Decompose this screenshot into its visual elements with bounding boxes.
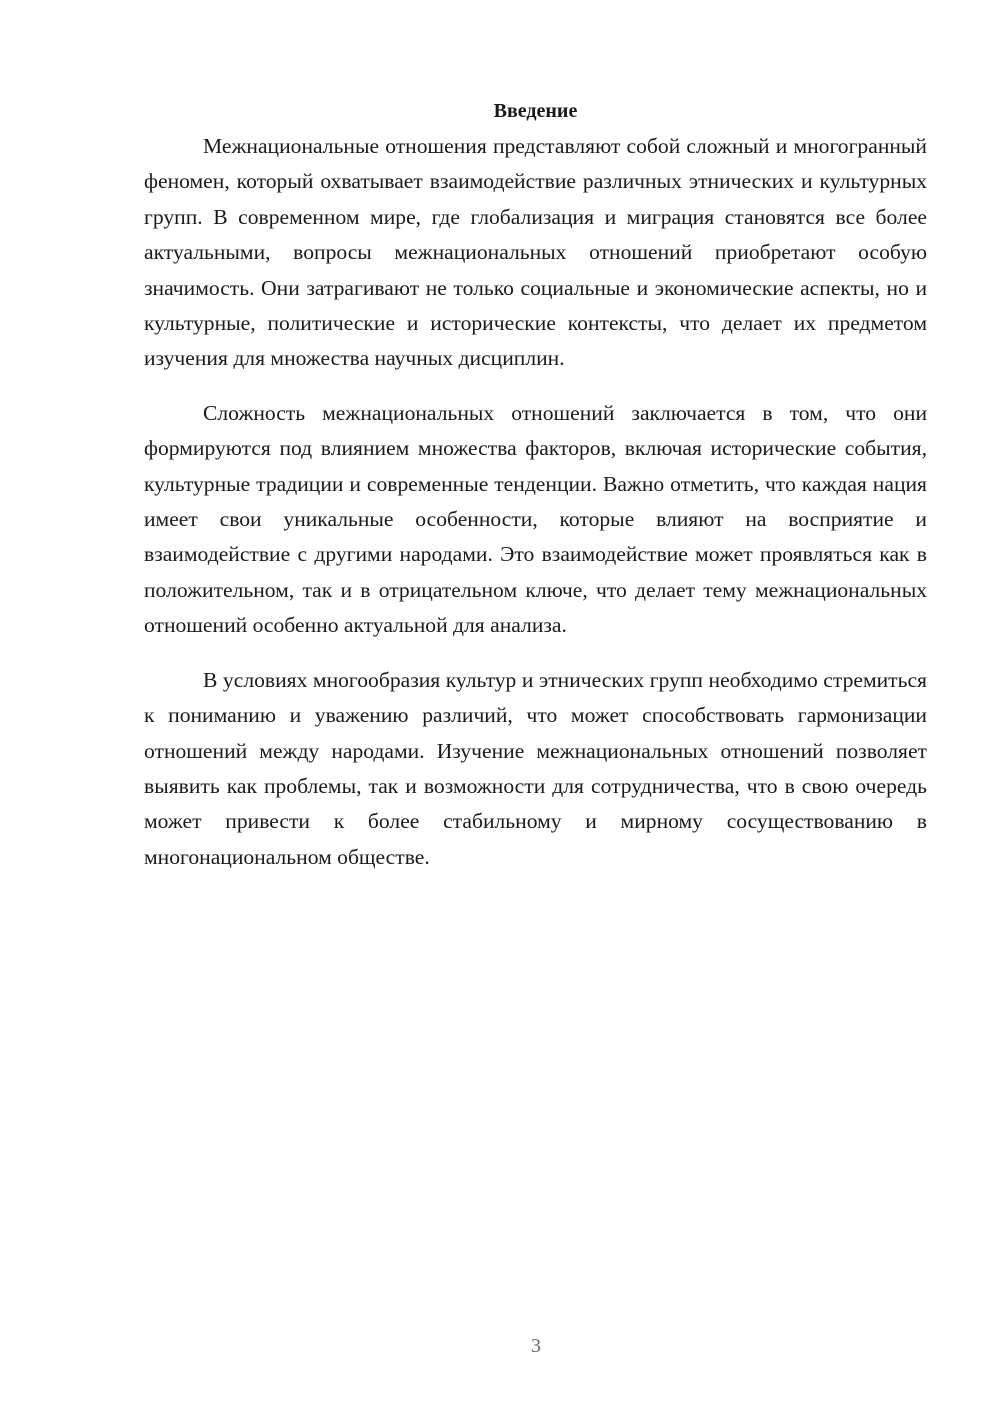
paragraph-2: Сложность межнациональных отношений заключается в том, что они формируются под влиянием множества факторов, включая исторические события, культурные традиции и современные тенденции. Важно отметить, что каждая нация имеет свои уникальные особенности, которые влияют на восприятие и взаимодействие с другими народами. Это взаимодействие может проявляться как в положительном, так и в отрицательном ключе, что делает тему межнациональных отношений особенно актуальной для анализа. (144, 400, 927, 638)
page-number: 3 (531, 1335, 541, 1357)
paragraph-1: Межнациональные отношения представляют собой сложный и многогранный феномен, который охватывает взаимодействие различных этнических и культурных групп. В современном мире, где глобализация и миграция становятся все более актуальными, вопросы межнациональных отношений приобретают особую значимость. Они затрагивают не только социальные и экономические аспекты, но и культурные, политические и исторические контексты, что делает их предметом изучения для множества научных дисциплин. (144, 134, 927, 371)
paragraph-3: В условиях многообразия культур и этнических групп необходимо стремиться к пониманию и уважению различий, что может способствовать гармонизации отношений между народами. Изучение межнациональных отношений позволяет выявить как проблемы, так и возможности для сотрудничества, что в свою очередь может привести к более стабильному и мирному сосуществованию в многонациональном обществе. (144, 667, 927, 869)
section-title: Введение (493, 100, 578, 122)
page-content (144, 93, 927, 875)
